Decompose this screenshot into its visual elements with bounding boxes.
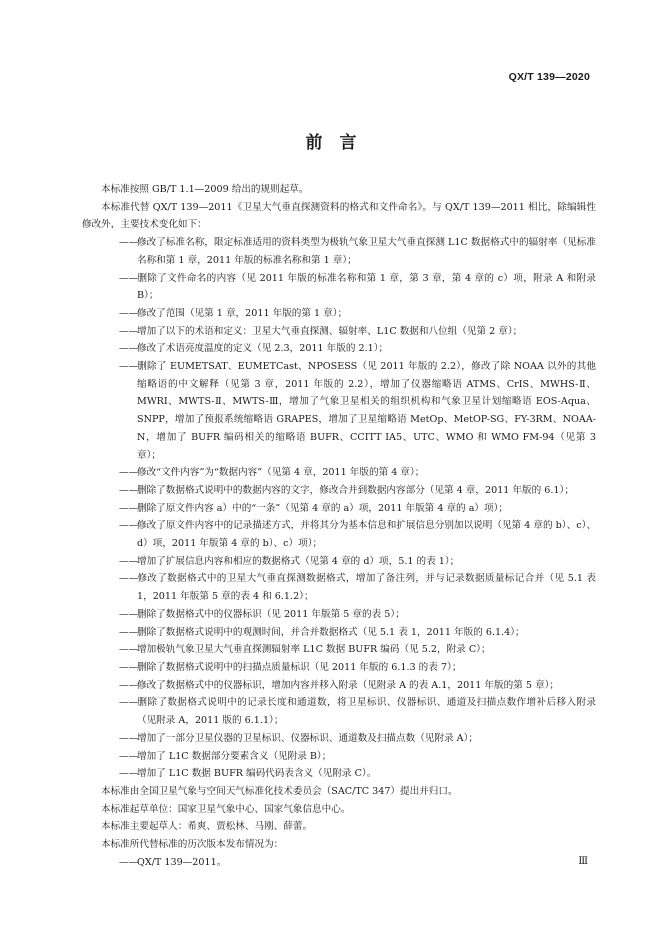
- change-item-text: 修改了原文件内容中的记录描述方式，并将其分为基本信息和扩展信息分别加以说明（见第 4 章的 b）、c）、d）项，2011 年版第 4 章的 b）、c）项）；: [137, 520, 596, 550]
- standard-code-header: QX/T 139—2020: [508, 71, 590, 83]
- dash-marker: ——: [119, 237, 139, 249]
- dash-marker: ——: [119, 661, 139, 673]
- closing-paragraph: 本标准由全国卫星气象与空间天气标准化技术委员会（SAC/TC 347）提出并归口。: [101, 785, 458, 797]
- change-list-item: [101, 730, 596, 748]
- change-item-text: QX/T 139—2011。: [137, 856, 227, 868]
- dash-marker: ——: [119, 343, 139, 355]
- closing-paragraph: 本标准所代替标准的历次版本发布情况为：: [101, 839, 284, 851]
- change-list-item: [101, 305, 596, 323]
- dash-marker: ——: [119, 608, 139, 620]
- dash-marker: ——: [119, 732, 139, 744]
- history-list: [82, 854, 596, 872]
- dash-marker: ——: [119, 520, 139, 532]
- intro-paragraph: 本标准按照 GB/T 1.1—2009 给出的规则起草。: [101, 184, 309, 195]
- intro-paragraph: 本标准代替 QX/T 139—2011《卫星大气垂直探测资料的格式和文件命名》。与 QX/T 139—2011 相比，除编辑性修改外，主要技术变化如下：: [82, 201, 596, 231]
- change-list-item: [101, 694, 596, 729]
- changes-list: [82, 234, 596, 783]
- change-item-text: 增加了以下的术语和定义：卫星大气垂直探测、辐射率、L1C 数据和八位组（见第 2 章）；: [137, 325, 523, 337]
- change-list-item: [101, 748, 596, 766]
- closing-paragraphs: [82, 783, 596, 854]
- change-list-item: [101, 500, 596, 518]
- change-item-text: 增加了 L1C 数据部分要素含义（见附录 B）；: [137, 750, 332, 762]
- change-list-item: [101, 358, 596, 464]
- change-list-item: [101, 570, 596, 605]
- change-item-text: 修改了范围（见第 1 章，2011 年版的第 1 章）；: [137, 307, 348, 319]
- dash-marker: ——: [119, 644, 139, 656]
- change-item-text: 增加极轨气象卫星大气垂直探测辐射率 L1C 数据 BUFR 编码（见 5.2，附录 C）；: [137, 644, 491, 656]
- change-list-item: [101, 340, 596, 358]
- dash-marker: ——: [119, 697, 139, 709]
- change-list-item: [101, 482, 596, 500]
- change-item-text: 增加了 L1C 数据 BUFR 编码代码表含义（见附录 C）。: [137, 768, 377, 780]
- change-item-text: 删除了原文件内容 a）中的“一条”（见第 4 章的 a）项，2011 年版第 4 章的 a）项）；: [137, 502, 508, 514]
- dash-marker: ——: [119, 307, 139, 319]
- page-title: 前 言: [305, 133, 357, 153]
- change-item-text: 增加了一部分卫星仪器的卫星标识、仪器标识、通道数及扫描点数（见附录 A）；: [137, 732, 478, 744]
- dash-marker: ——: [119, 484, 139, 496]
- change-item-text: 删除了数据格式中的仪器标识（见 2011 年版第 5 章的表 5）；: [137, 608, 405, 620]
- change-list-item: [101, 323, 596, 341]
- document-body: [82, 181, 596, 871]
- change-item-text: 删除了数据格式说明中的观测时间，并合并数据格式（见 5.1 表 1，2011 年版的 6.1.4）；: [137, 626, 525, 638]
- change-item-text: 删除了数据格式说明中的扫描点质量标识（见 2011 年版的 6.1.3 的表 7）；: [137, 661, 462, 673]
- dash-marker: ——: [119, 750, 139, 762]
- page-number: Ⅲ: [578, 856, 588, 867]
- change-item-text: 修改了术语亮度温度的定义（见 2.3，2011 年版的 2.1）；: [137, 343, 389, 355]
- change-list-item: [101, 553, 596, 571]
- closing-paragraph: 本标准主要起草人：希爽、贾松林、马刚、薛蕾。: [101, 821, 313, 833]
- change-list-item: [101, 624, 596, 642]
- change-list-item: [101, 234, 596, 269]
- dash-marker: ——: [119, 626, 139, 638]
- dash-marker: ——: [119, 679, 139, 691]
- change-list-item: [101, 606, 596, 624]
- closing-paragraph: 本标准起草单位：国家卫星气象中心、国家气象信息中心。: [101, 803, 351, 815]
- dash-marker: ——: [119, 555, 139, 567]
- change-list-item: [101, 659, 596, 677]
- change-item-text: 删除了数据格式说明中的数据内容的文字，修改合并到数据内容部分（见第 4 章，2011 年版的 6.1）；: [137, 484, 574, 496]
- change-list-item: [101, 517, 596, 552]
- dash-marker: ——: [119, 502, 139, 514]
- change-list-item: [101, 765, 596, 783]
- change-list-item: [101, 270, 596, 305]
- dash-marker: ——: [119, 768, 139, 780]
- dash-marker: ——: [119, 272, 139, 284]
- dash-marker: ——: [119, 573, 139, 585]
- change-item-text: 修改了标准名称，限定标准适用的资料类型为极轨气象卫星大气垂直探测 L1C 数据格式中的辐射率（见标准名称和第 1 章，2011 年版的标准名称和第 1 章）；: [137, 237, 596, 266]
- change-item-text: 修改了数据格式中的卫星大气垂直探测数据格式，增加了备注列，并与记录数据质量标记合并（见 5.1 表 1，2011 年版第 5 章的表 4 和 6.1.2）；: [137, 573, 596, 603]
- change-item-text: 修改了数据格式中的仪器标识，增加内容并移入附录（见附录 A 的表 A.1，2011 年版的第 5 章）；: [137, 679, 559, 691]
- change-item-text: 删除了 EUMETSAT、EUMETCast、NPOSESS（见 2011 年版的 2.2），修改了除 NOAA 以外的其他缩略语的中文解释（见第 3 章，2011 年版的 2.2），增加了仪器缩略语 ATMS、CrIS、MWHS-Ⅱ、MWRI、MWTS-Ⅱ、MWTS-Ⅲ，增加了气象卫星相关的组织机构和气象卫星计划缩略语 EOS-Aqua、SNPP，增加了预报系统缩略语 GRAPES，增加了卫星缩略语 MetOp、MetOP-SG、FY-3RM、NOAA-N，增加了 BUFR 编码相关的缩略语 BUFR、CCITT IA5、UTC、WMO 和 WMO FM-94（见第 3 章）；: [137, 361, 596, 461]
- change-item-text: 修改“文件内容”为“数据内容”（见第 4 章，2011 年版的第 4 章）；: [137, 467, 425, 479]
- change-item-text: 删除了数据格式说明中的记录长度和通道数，将卫星标识、仪器标识、通道及扫描点数作增补后移入附录（见附录 A，2011 版的 6.1.1）；: [137, 697, 596, 727]
- change-list-item: [101, 464, 596, 482]
- change-item-text: 删除了文件命名的内容（见 2011 年版的标准名称和第 1 章，第 3 章，第 4 章的 c）项，附录 A 和附录 B）；: [137, 272, 596, 302]
- history-list-item: [101, 854, 596, 872]
- dash-marker: ——: [119, 361, 139, 373]
- change-item-text: 增加了扩展信息内容和相应的数据格式（见第 4 章的 d）项，5.1 的表 1）；: [137, 555, 460, 567]
- dash-marker: ——: [119, 856, 139, 868]
- change-list-item: [101, 641, 596, 659]
- dash-marker: ——: [119, 467, 139, 479]
- change-list-item: [101, 677, 596, 695]
- dash-marker: ——: [119, 325, 139, 337]
